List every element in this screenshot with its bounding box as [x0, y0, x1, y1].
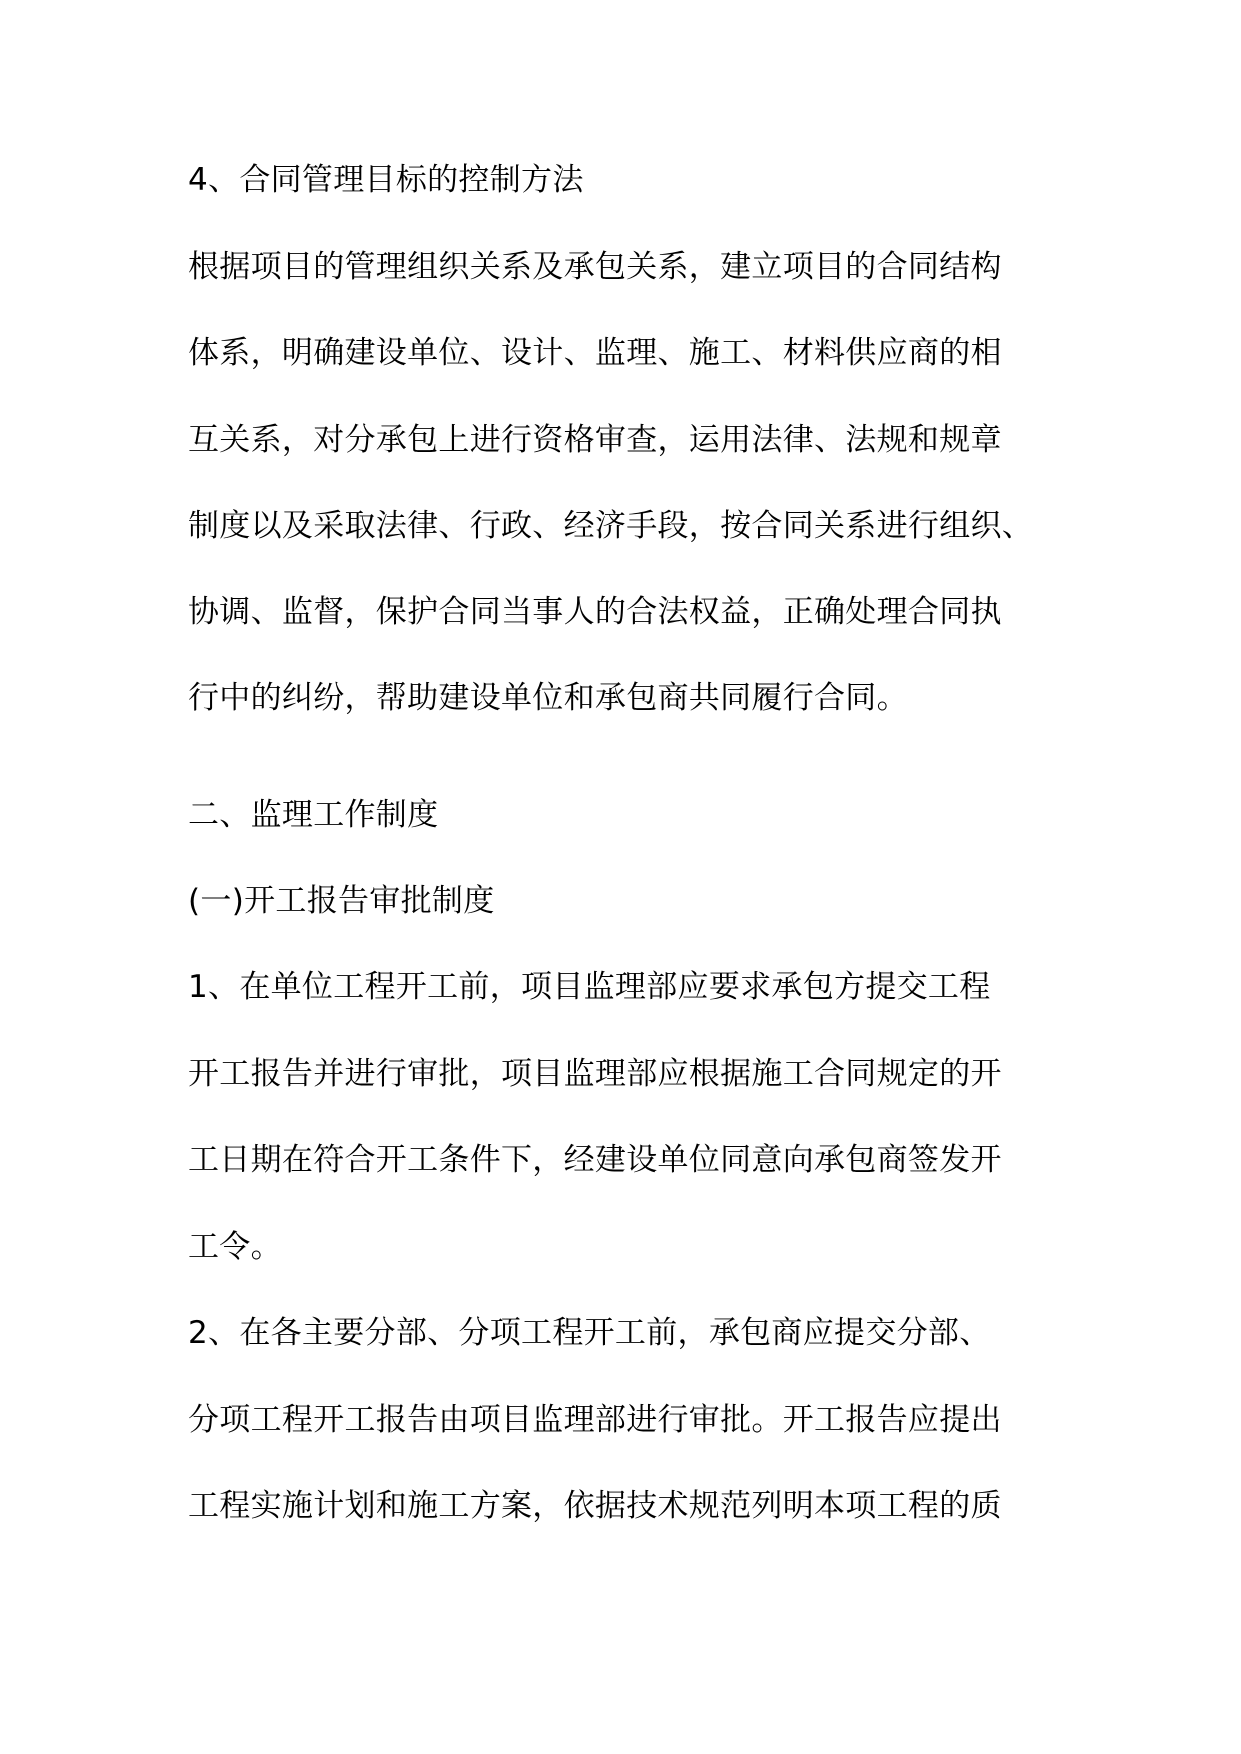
paragraph-line: 2、在各主要分部、分项工程开工前，承包商应提交分部、 — [188, 1315, 991, 1351]
paragraph-line: 工令。 — [188, 1229, 282, 1265]
paragraph-line: 体系，明确建设单位、设计、监理、施工、材料供应商的相 — [188, 335, 1002, 371]
subsection-heading: (一)开工报告审批制度 — [188, 883, 495, 919]
paragraph-line: 互关系，对分承包上进行资格审查，运用法律、法规和规章 — [188, 422, 1002, 458]
section-heading: 4、合同管理目标的控制方法 — [188, 162, 584, 198]
paragraph-line: 1、在单位工程开工前，项目监理部应要求承包方提交工程 — [188, 969, 991, 1005]
paragraph-line: 工日期在符合开工条件下，经建设单位同意向承包商签发开 — [188, 1142, 1002, 1178]
chapter-heading: 二、监理工作制度 — [188, 797, 439, 833]
paragraph-line: 开工报告并进行审批，项目监理部应根据施工合同规定的开 — [188, 1056, 1002, 1092]
paragraph-line: 行中的纠纷，帮助建设单位和承包商共同履行合同。 — [188, 680, 908, 716]
paragraph-line: 工程实施计划和施工方案，依据技术规范列明本项工程的质 — [188, 1488, 1002, 1524]
paragraph-line: 制度以及采取法律、行政、经济手段，按合同关系进行组织、 — [188, 508, 1034, 544]
paragraph-line: 根据项目的管理组织关系及承包关系，建立项目的合同结构 — [188, 249, 1002, 285]
paragraph-line: 协调、监督，保护合同当事人的合法权益，正确处理合同执 — [188, 594, 1002, 630]
paragraph-line: 分项工程开工报告由项目监理部进行审批。开工报告应提出 — [188, 1402, 1002, 1438]
